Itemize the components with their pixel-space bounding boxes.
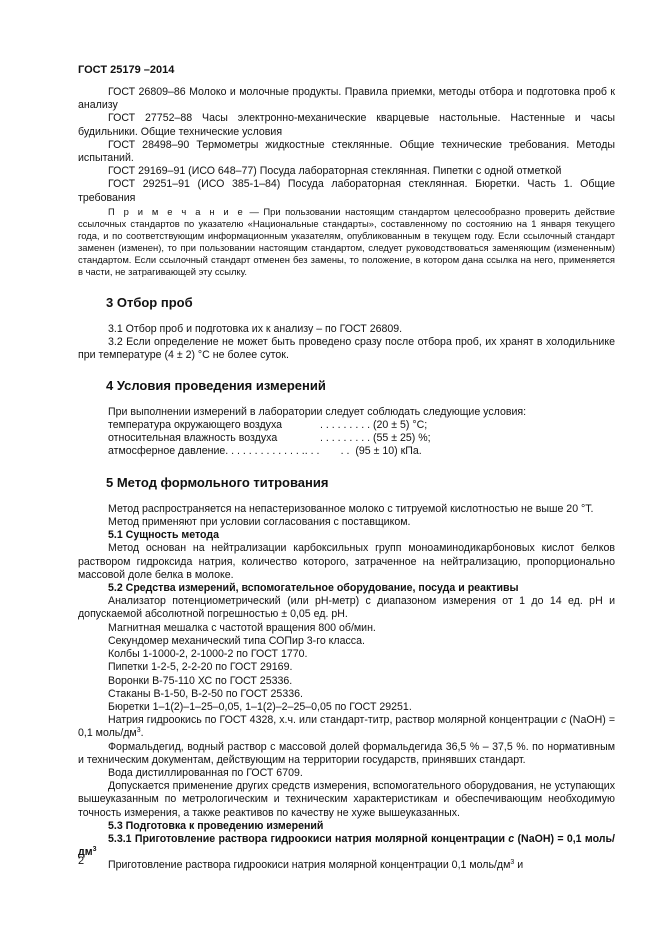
note-text: — При пользовании настоящим стандартом целесообразно проверить действие ссылочных стандартов по указателю «Национальные стандарты», составленному по состоянию на 1 января текущего года, и по соответствующим информационным указателям, опубликованным в текущем году. Если ссылочный стандарт заменен (изменен), то при пользовании настоящим стандартом, следует руководствоваться заменяющим (измененным) стандартом. Если ссылочный стандарт отменен без замены, то положение, в котором дана ссылка на него, применяется в части, не затрагивающей эту ссылку. — [78, 205, 615, 277]
page-content — [78, 86, 615, 873]
clause-5-3-title: 5.3 Подготовка к проведению измерений — [108, 819, 324, 832]
equipment-item: Стаканы В-1-50, В-2-50 по ГОСТ 25336. — [108, 687, 303, 700]
condition-humidity — [78, 432, 615, 445]
clause-5-3-1-text-start — [78, 859, 615, 872]
clause-5-3-1-value: (NaOH) = 0,1 моль/дм — [78, 832, 615, 859]
equipment-item: Колбы 1-1000-2, 2-1000-2 по ГОСТ 1770. — [108, 648, 308, 661]
equipment-item: Секундомер механический типа СОПир 3-го класса. — [108, 634, 365, 647]
reagent-naoh-text: Натрия гидроокись по ГОСТ 4328, х.ч. или стандарт-титр, раствор молярной концентрации — [108, 714, 561, 727]
clause-5-3-1-title — [78, 833, 615, 859]
clause-5-3-1-text: 5.3.1 Приготовление раствора гидроокиси натрия молярной концентрации — [108, 832, 509, 845]
method-agreement: Метод применяют при условии согласования с поставщиком. — [108, 516, 411, 529]
condition-value: . . (95 ± 10) кПа. — [320, 445, 422, 458]
condition-label: температура окружающего воздуха — [108, 419, 283, 432]
ref-gost-26809: ГОСТ 26809–86 Молоко и молочные продукты. Правила приемки, методы отбора и подготовка проб к анализу — [78, 86, 615, 112]
equipment-item: Воронки В-75-110 ХС по ГОСТ 25336. — [108, 674, 293, 687]
clause-3-2: 3.2 Если определение не может быть проведено сразу после отбора проб, их хранят в холодильнике при температуре (4 ± 2) °С не более суток. — [78, 336, 615, 362]
ref-gost-29169: ГОСТ 29169–91 (ИСО 648–77) Посуда лабораторная стеклянная. Пипетки с одной отметкой — [108, 165, 562, 178]
equipment-item: Магнитная мешалка с частотой вращения 800 об/мин. — [108, 621, 376, 634]
preparation-tail: и — [514, 859, 524, 872]
condition-label: относительная влажность воздуха — [108, 432, 278, 445]
equipment-item: Пипетки 1-2-5, 2-2-20 по ГОСТ 29169. — [108, 661, 293, 674]
section-3-title: 3 Отбор проб — [106, 294, 193, 310]
standard-code-header: ГОСТ 25179 –2014 — [78, 64, 175, 76]
condition-temperature — [78, 419, 615, 432]
substitution-allowed: Допускается применение других средств измерения, вспомогательного оборудования, не уступающих вышеуказанным по метрологическим и техническим характеристикам и обеспечивающим необходимую точность измерения, а также реактивов по качеству не хуже вышеуказанных. — [78, 780, 615, 819]
analyzer-item: Анализатор потенциометрический (или рН-метр) с диапазоном измерения от 1 до 14 ед. рН и допускаемой абсолютной погрешностью ± 0,05 ед. рН. — [78, 595, 615, 621]
method-scope: Метод распространяется на непастеризованное молоко с титруемой кислотностью не выше 20 °Т. — [108, 502, 594, 515]
reagent-naoh-value: (NaOH) = 0,1 моль/дм — [78, 714, 616, 740]
page-number: 2 — [78, 855, 85, 867]
superscript-3: 3 — [92, 846, 97, 854]
conditions-intro: При выполнении измерений в лаборатории следует соблюдать следующие условия: — [108, 405, 527, 418]
condition-label: атмосферное давление. . . . . . . . . . . . . .. . . — [108, 445, 320, 458]
ref-gost-27752: ГОСТ 27752–88 Часы электронно-механические кварцевые настольные. Настенные и часы будильники. Общие технические условия — [78, 112, 615, 138]
reagent-water: Вода дистиллированная по ГОСТ 6709. — [108, 766, 303, 779]
preparation-text: Приготовление раствора гидроокиси натрия молярной концентрации 0,1 моль/дм — [108, 859, 511, 872]
ref-gost-29251: ГОСТ 29251–91 (ИСО 385-1–84) Посуда лабораторная стеклянная. Бюретки. Часть 1. Общие требования — [78, 178, 615, 204]
reagent-naoh: Натрия гидроокись по ГОСТ 4328, х.ч. или стандарт-титр, раствор молярной концентрации с (NaOH) = 0,1 моль/$дм^3$. — [78, 714, 616, 740]
clause-5-1-title: 5.1 Сущность метода — [108, 529, 220, 542]
clause-3-1: 3.1 Отбор проб и подготовка их к анализу – по ГОСТ 26809. — [108, 323, 403, 336]
superscript-3: 3 — [136, 727, 141, 735]
condition-value: . . . . . . . . . (20 ± 5) °С; — [320, 419, 428, 432]
condition-value: . . . . . . . . . (55 ± 25) %; — [320, 432, 431, 445]
concentration-symbol: с — [560, 714, 567, 727]
section-5-title: 5 Метод формольного титрования — [106, 474, 329, 490]
section-4-title: 4 Условия проведения измерений — [106, 377, 326, 393]
condition-pressure — [78, 445, 615, 458]
clause-5-2-title: 5.2 Средства измерений, вспомогательное оборудование, посуда и реактивы — [108, 582, 519, 595]
concentration-symbol: с — [508, 832, 515, 845]
clause-5-1-text: Метод основан на нейтрализации карбоксильных групп моноаминодикарбоновых кислот белков раствором гидроксида натрия, количество которого, затраченное на нейтрализацию, пропорционально массовой доле белка в молоке. — [78, 542, 615, 581]
superscript-3: 3 — [510, 859, 515, 867]
note-paragraph — [78, 206, 615, 278]
note-label: П р и м е ч а н и е — [108, 205, 245, 217]
ref-gost-28498: ГОСТ 28498–90 Термометры жидкостные стеклянные. Общие технические требования. Методы испытаний. — [78, 138, 615, 165]
reagent-formaldehyde: Формальдегид, водный раствор с массовой долей формальдегида 36,5 % – 37,5 %. по нормативным и техническим документам, действующим на территории государств, принявших стандарт. — [78, 740, 615, 766]
equipment-item: Бюретки 1–1(2)–1–25–0,05, 1–1(2)–2–25–0,05 по ГОСТ 29251. — [108, 700, 412, 713]
